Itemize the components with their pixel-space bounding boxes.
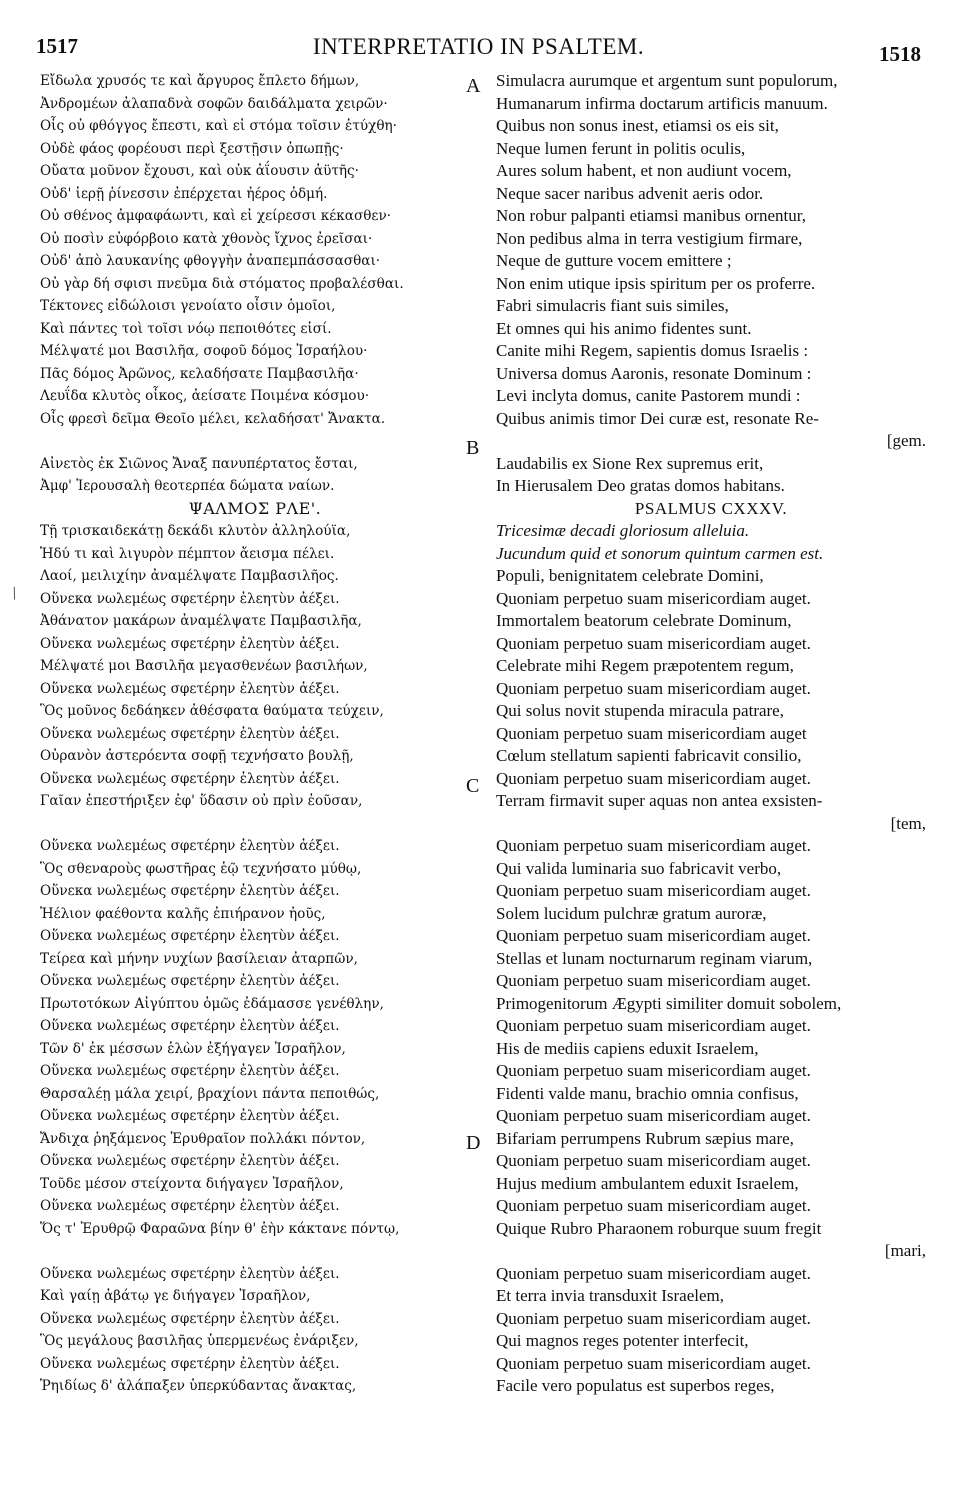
text-line: Qui magnos reges potenter interfecit,	[496, 1331, 749, 1350]
text-line: Non enim utique ipsis spiritum per os proferre.	[496, 273, 816, 293]
text-line: Qui solus novit stupenda miracula patrare,	[496, 701, 784, 720]
text-line: Universa domus Aaronis, resonate Dominum :	[496, 363, 812, 383]
text-line: Et terra invia transduxit Israelem,	[496, 1286, 724, 1305]
blank-line	[40, 430, 470, 453]
text-line: Tricesimæ decadi gloriosum alleluia.	[496, 521, 750, 540]
text-line: [gem.	[886, 431, 926, 450]
text-line: Quoniam perpetuo suam misericordiam auget.	[496, 1016, 811, 1035]
text-line: Τέκτονες εἰδώλοισι γενοίατο οἶσιν ὁμοῖοι,	[40, 298, 336, 314]
text-line: Canite mihi Regem, sapientis domus Israelis :	[496, 341, 809, 360]
text-line: Ῥηιδίως δ' ἀλάπαξεν ὑπερκύδαντας ἄνακτας,	[40, 1378, 357, 1394]
text-line: Quoniam perpetuo suam misericordiam auget.	[496, 1196, 811, 1215]
text-line: Ἠέλιον φαέθοντα καλῆς ἐπιήρανον ἠοῦς,	[40, 905, 326, 922]
text-line: Οὐ γὰρ δή σφισι πνεῦμα διὰ στόματος προβαλέσθαι.	[40, 275, 404, 292]
text-line: Stellas et lunam nocturnarum reginam viarum,	[496, 948, 813, 968]
text-line: Οὕνεκα νωλεμέως σφετέρην ἐλεητὺν ἀέξει.	[40, 838, 340, 854]
text-line: Οὕνεκα νωλεμέως σφετέρην ἐλεητὺν ἀέξει.	[40, 725, 340, 742]
text-line: Quoniam perpetuo suam misericordiam auget.	[496, 1151, 811, 1170]
text-line: Οἷς φρεσὶ δεῖμα Θεοῖο μέλει, κελαδήσατ' Ἄνακτα.	[40, 410, 386, 427]
text-line: Μέλψατέ μοι Βασιλῆα μεγασθενέων βασιλήων,	[40, 658, 368, 674]
text-line: Quoniam perpetuo suam misericordiam auget.	[496, 768, 811, 788]
text-line: Neque de gutture vocem emittere ;	[496, 251, 732, 270]
psalm-heading: ΨΑΛΜΟΣ ΡΛΕ'.	[188, 498, 322, 518]
text-line: Οὐ σθένος ἀμφαφάωντι, καὶ εἰ χείρεσσι κέκασθεν·	[40, 208, 392, 224]
text-line: Terram firmavit super aquas non antea exsisten-	[496, 791, 823, 810]
text-line: Quoniam perpetuo suam misericordiam auget.	[496, 633, 811, 653]
text-line: Quoniam perpetuo suam misericordiam auget.	[496, 971, 811, 990]
text-line: Quoniam perpetuo suam misericordiam auget.	[496, 1061, 811, 1080]
text-line: Aures solum habent, et non audiunt vocem,	[496, 161, 792, 180]
text-line: Celebrate mihi Regem præpotentem regum,	[496, 656, 794, 675]
text-line: Οἷς οὐ φθόγγος ἔπεστι, καὶ εἰ στόμα τοῖσιν ἐτύχθη·	[40, 118, 398, 134]
text-line: Simulacra aurumque et argentum sunt populorum,	[496, 71, 838, 90]
text-line: Bifariam perrumpens Rubrum sæpius mare,	[496, 1128, 794, 1148]
text-line: Οὕνεκα νωλεμέως σφετέρην ἐλεητὺν ἀέξει.	[40, 635, 340, 652]
text-line: Καὶ πάντες τοὶ τοῖσι νόῳ πεποιθότες εἰσί.	[40, 320, 332, 337]
text-line: Quique Rubro Pharaonem roburque suum fregit	[496, 1218, 822, 1238]
text-line: Fabri simulacris fiant suis similes,	[496, 296, 729, 315]
text-line: Ἡδύ τι καὶ λιγυρὸν πέμπτον ἄεισμα πέλει.	[40, 545, 335, 562]
text-line: Quoniam perpetuo suam misericordiam auget.	[496, 1106, 811, 1125]
text-line: Εἴδωλα χρυσός τε καὶ ἄργυρος ἔπλετο δήμων,	[40, 73, 360, 89]
text-line: Αἰνετὸς ἐκ Σιῶνος Ἄναξ πανυπέρτατος ἔσται,	[40, 455, 358, 472]
text-line: Πρωτοτόκων Αἰγύπτου ὁμῶς ἐδάμασσε γενέθλην,	[40, 995, 384, 1012]
page-number-left: 1517	[36, 34, 78, 58]
section-marker-b: B	[466, 437, 480, 459]
text-line: Neque sacer naribus advenit aeris odor.	[496, 183, 764, 203]
margin-annotation: /	[8, 582, 21, 604]
text-line: Quibus non sonus inest, etiamsi os eis sit,	[496, 116, 779, 135]
text-line: Οὕνεκα νωλεμέως σφετέρην ἐλεητὺν ἀέξει.	[40, 1310, 340, 1327]
text-line: Ἀθάνατον μακάρων ἀναμέλψατε Παμβασιλῆα,	[40, 613, 362, 629]
text-line: Non robur palpanti etiamsi manibus ornentur,	[496, 206, 806, 225]
text-line: Θαρσαλέῃ μάλα χειρί, βραχίονι πάντα πεποιθώς,	[40, 1085, 380, 1102]
text-line: Populi, benignitatem celebrate Domini,	[496, 566, 764, 585]
text-line: Ἀνδρομέων ἀλαπαδνὰ σοφῶν δαιδάλματα χειρῶν·	[40, 95, 388, 112]
text-line: Οὕνεκα νωλεμέως σφετέρην ἐλεητὺν ἀέξει.	[40, 770, 340, 787]
text-line: Hujus medium ambulantem eduxit Israelem,	[496, 1173, 799, 1193]
text-line: Οὕνεκα νωλεμέως σφετέρην ἐλεητὺν ἀέξει.	[40, 928, 340, 944]
text-line: Οὕνεκα νωλεμέως σφετέρην ἐλεητὺν ἀέξει.	[40, 590, 340, 607]
text-line: Et omnes qui his animo fidentes sunt.	[496, 318, 752, 338]
latin-text-column	[496, 70, 926, 1398]
text-line: Quoniam perpetuo suam misericordiam auget.	[496, 881, 811, 900]
text-line: Οὕνεκα νωλεμέως σφετέρην ἐλεητὺν ἀέξει.	[40, 1265, 340, 1282]
text-line: Οὔατα μοῦνον ἔχουσι, καὶ οὐκ ἀΐουσιν ἀϋτῆς·	[40, 163, 359, 179]
text-line: Οὐδὲ φάος φορέουσι περὶ ξεστῇσιν ὀπωπῇς·	[40, 140, 344, 157]
text-line: Λαοί, μειλιχίην ἀναμέλψατε Παμβασιλῆος.	[40, 568, 339, 584]
text-line: Quoniam perpetuo suam misericordiam auget.	[496, 678, 811, 698]
text-line: Οὕνεκα νωλεμέως σφετέρην ἐλεητὺν ἀέξει.	[40, 973, 340, 989]
psalm-heading: PSALMUS CXXXV.	[634, 498, 788, 518]
text-line: Solem lucidum pulchræ gratum auroræ,	[496, 903, 767, 923]
text-line: Quoniam perpetuo suam misericordiam auget.	[496, 836, 811, 855]
text-line: His de mediis capiens eduxit Israelem,	[496, 1038, 759, 1058]
text-line: Οὐρανὸν ἀστερόεντα σοφῇ τεχνήσατο βουλῇ,	[40, 748, 354, 764]
text-line: Οὐδ' ἱερῇ ῥίνεσσιν ἐπέρχεται ἠέρος ὀδμή.	[40, 185, 328, 202]
text-line: Γαῖαν ἐπεστήριξεν ἐφ' ὕδασιν οὐ πρὶν ἐοῦσαν,	[40, 793, 363, 809]
text-line: Μέλψατέ μοι Βασιλῆα, σοφοῦ δόμος Ἰσραήλου·	[40, 343, 368, 359]
text-line: Quoniam perpetuo suam misericordiam auget.	[496, 1263, 811, 1283]
text-line: Non pedibus alma in terra vestigium firmare,	[496, 228, 803, 248]
text-line: Ὅς τ' Ἐρυθρῷ Φαραῶνα βίην θ' ἑὴν κάκτανε πόντῳ,	[40, 1220, 400, 1237]
section-marker-c: C	[466, 775, 480, 797]
text-line: [tem,	[890, 813, 926, 833]
text-line: Οὕνεκα νωλεμέως σφετέρην ἐλεητὺν ἀέξει.	[40, 1355, 340, 1372]
text-line: Quoniam perpetuo suam misericordiam auget.	[496, 588, 811, 608]
text-line: Οὕνεκα νωλεμέως σφετέρην ἐλεητὺν ἀέξει.	[40, 680, 340, 697]
section-marker-d: D	[466, 1132, 481, 1154]
text-line: Οὕνεκα νωλεμέως σφετέρην ἐλεητὺν ἀέξει.	[40, 1198, 340, 1214]
text-line: Οὕνεκα νωλεμέως σφετέρην ἐλεητὺν ἀέξει.	[40, 1063, 340, 1079]
text-line: Levi inclyta domus, canite Pastorem mundi :	[496, 386, 801, 405]
text-line: Quoniam perpetuo suam misericordiam auget.	[496, 1308, 811, 1328]
running-title: INTERPRETATIO IN PSALTEM.	[312, 34, 645, 59]
text-line: Qui valida luminaria suo fabricavit verbo,	[496, 858, 782, 878]
text-line: Quoniam perpetuo suam misericordiam auget	[496, 723, 807, 743]
text-line: Quoniam perpetuo suam misericordiam auget.	[496, 926, 811, 945]
section-marker-a: A	[466, 75, 481, 97]
text-line: Jucundum quid et sonorum quintum carmen est.	[496, 543, 824, 563]
blank-line	[40, 813, 470, 836]
text-line: Facile vero populatus est superbos reges,	[496, 1376, 775, 1395]
page-header	[36, 34, 921, 64]
text-line: Ἄνδιχα ῥηξάμενος Ἐρυθραῖον πολλάκι πόντον,	[40, 1130, 366, 1147]
text-line: Fidenti valde manu, brachio omnia confisus,	[496, 1083, 799, 1103]
text-line: Οὕνεκα νωλεμέως σφετέρην ἐλεητὺν ἀέξει.	[40, 1108, 340, 1124]
text-line: Λευΐδα κλυτὸς οἶκος, ἀείσατε Ποιμένα κόσμου·	[40, 388, 370, 404]
text-line: Τείρεα καὶ μήνην νυχίων βασίλειαν ἀταρπῶν,	[40, 950, 358, 967]
page-number-right: 1518	[879, 42, 921, 66]
blank-line	[40, 1240, 470, 1263]
greek-text-column	[40, 70, 470, 1398]
text-line: Quibus animis timor Dei curæ est, resonate Re-	[496, 408, 819, 428]
text-line: Humanarum infirma doctarum artificis manuum.	[496, 93, 828, 113]
text-line: Οὕνεκα νωλεμέως σφετέρην ἐλεητὺν ἀέξει.	[40, 883, 340, 899]
text-line: Ὃς σθεναροὺς φωστῆρας ἑῷ τεχνήσατο μύθῳ,	[40, 860, 362, 877]
text-line: Ἀμφ' Ἱερουσαλὴ θεοτερπέα δώματα ναίων.	[40, 478, 335, 494]
text-line: Καὶ γαίῃ ἀβάτῳ γε διήγαγεν Ἰσραῆλον,	[40, 1288, 311, 1304]
text-line: Πᾶς δόμος Ἀρῶνος, κελαδήσατε Παμβασιλῆα·	[40, 365, 359, 382]
text-line: Οὕνεκα νωλεμέως σφετέρην ἐλεητὺν ἀέξει.	[40, 1153, 340, 1169]
text-line: Immortalem beatorum celebrate Dominum,	[496, 611, 792, 630]
text-line: Τοῦδε μέσον στείχοντα διήγαγεν Ἰσραῆλον,	[40, 1175, 344, 1192]
text-line: Ὃς μοῦνος δεδάηκεν ἀθέσφατα θαύματα τεύχειν,	[40, 703, 384, 719]
text-line: Quoniam perpetuo suam misericordiam auget.	[496, 1353, 811, 1373]
text-line: Primogenitorum Ægypti similiter domuit sobolem,	[496, 993, 842, 1013]
text-line: Laudabilis ex Sione Rex supremus erit,	[496, 453, 764, 473]
text-line: Ὃς μεγάλους βασιλῆας ὑπερμενέως ἐνάριξεν,	[40, 1333, 359, 1349]
text-line: [mari,	[884, 1241, 926, 1260]
text-line: Οὐδ' ἀπὸ λαυκανίης φθογγὴν ἀναπεμπάσσασθαι·	[40, 253, 381, 269]
text-line: Neque lumen ferunt in politis oculis,	[496, 138, 746, 158]
text-line: Cœlum stellatum sapienti fabricavit consilio,	[496, 746, 802, 765]
text-line: Τῶν δ' ἐκ μέσσων ἑλὼν ἐξήγαγεν Ἰσραῆλον,	[40, 1040, 346, 1057]
text-line: Οὕνεκα νωλεμέως σφετέρην ἐλεητὺν ἀέξει.	[40, 1018, 340, 1034]
text-line: Οὐ ποσὶν εὐφόρβοιο κατὰ χθονὸς ἴχνος ἐρεῖσαι·	[40, 230, 373, 247]
text-line: Τῇ τρισκαιδεκάτῃ δεκάδι κλυτὸν ἀλληλούϊα,	[40, 523, 351, 539]
text-line: In Hierusalem Deo gratas domos habitans.	[496, 476, 785, 495]
